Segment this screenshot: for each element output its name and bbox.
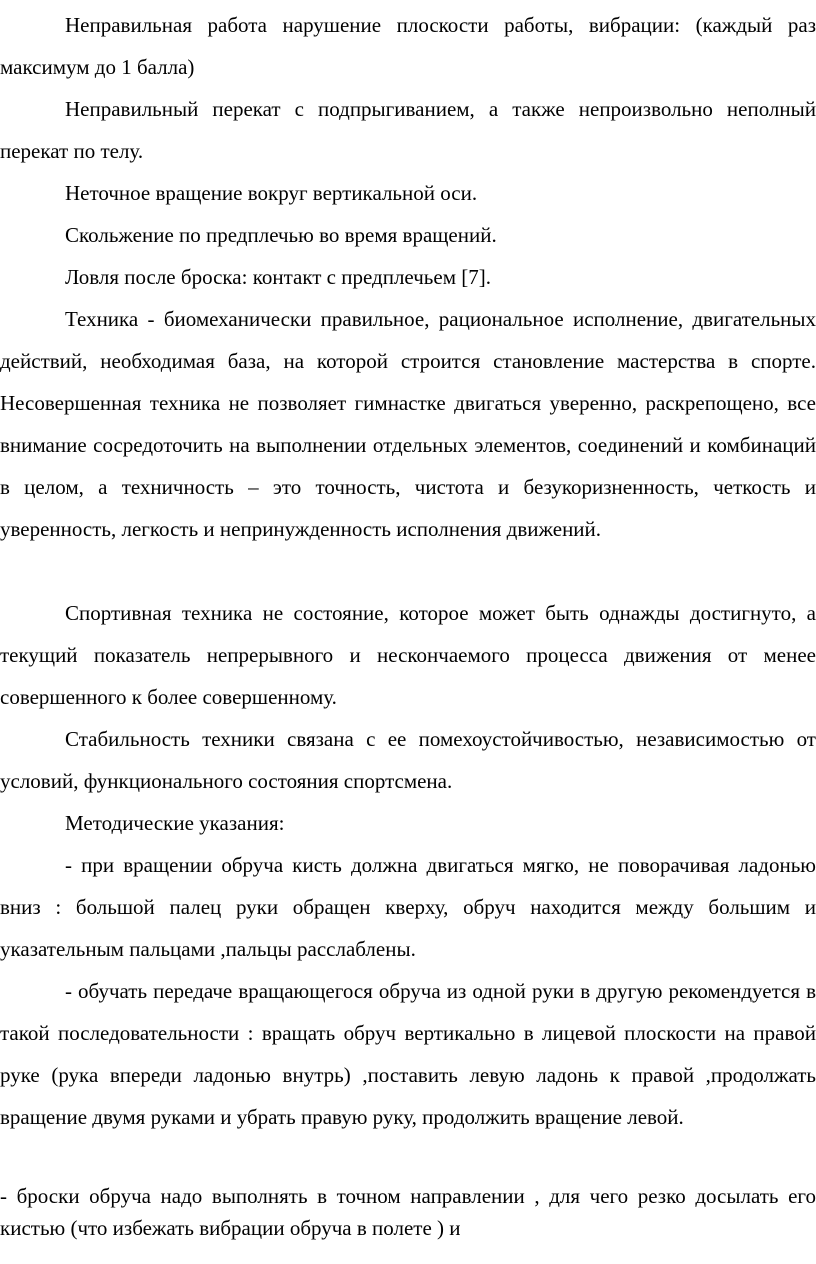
- paragraph-9: Методические указания:: [65, 811, 285, 835]
- paragraph-11: - обучать передаче вращающегося обруча из одной руки в другую рекомендуется в такой последовательности : вращать обруч вертикально в лицевой плоскости на правой руке (рука впереди ладонью внутрь) ,поставить левую ладонь к правой ,продолжать вращение двумя руками и убрать правую руку, продолжить вращение левой.: [0, 979, 816, 1129]
- paragraph-10: - при вращении обруча кисть должна двигаться мягко, не поворачивая ладонью вниз : большой палец руки обращен кверху, обруч находится между большим и указательным пальцами ,пальцы расслаблены.: [0, 853, 816, 961]
- paragraph-2: Неправильный перекат с подпрыгиванием, а также непроизвольно неполный перекат по телу.: [0, 97, 816, 163]
- paragraph-8: Стабильность техники связана с ее помехоустойчивостью, независимостью от условий, функционального состояния спортсмена.: [0, 727, 816, 793]
- paragraph-6: Техника - биомеханически правильное, рациональное исполнение, двигательных действий, необходимая база, на которой строится становление мастерства в спорте. Несовершенная техника не позволяет гимнастке двигаться уверенно, раскрепощено, все внимание сосредоточить на выполнении отдельных элементов, соединений и комбинаций в целом, а техничность – это точность, чистота и безукоризненность, четкость и уверенность, легкость и непринужденность исполнения движений.: [0, 307, 816, 541]
- paragraph-1: Неправильная работа нарушение плоскости работы, вибрации: (каждый раз максимум до 1 балла): [0, 13, 816, 79]
- paragraph-5: Ловля после броска: контакт с предплечьем [7].: [65, 265, 491, 289]
- paragraph-12: - броски обруча надо выполнять в точном направлении , для чего резко досылать его кистью (что избежать вибрации обруча в полете ) и: [0, 1184, 816, 1240]
- paragraph-4: Скольжение по предплечью во время вращений.: [65, 223, 497, 247]
- paragraph-7: Спортивная техника не состояние, которое может быть однажды достигнуто, а текущий показатель непрерывного и нескончаемого процесса движения от менее совершенного к более совершенному.: [0, 601, 816, 709]
- paragraph-3: Неточное вращение вокруг вертикальной оси.: [65, 181, 478, 205]
